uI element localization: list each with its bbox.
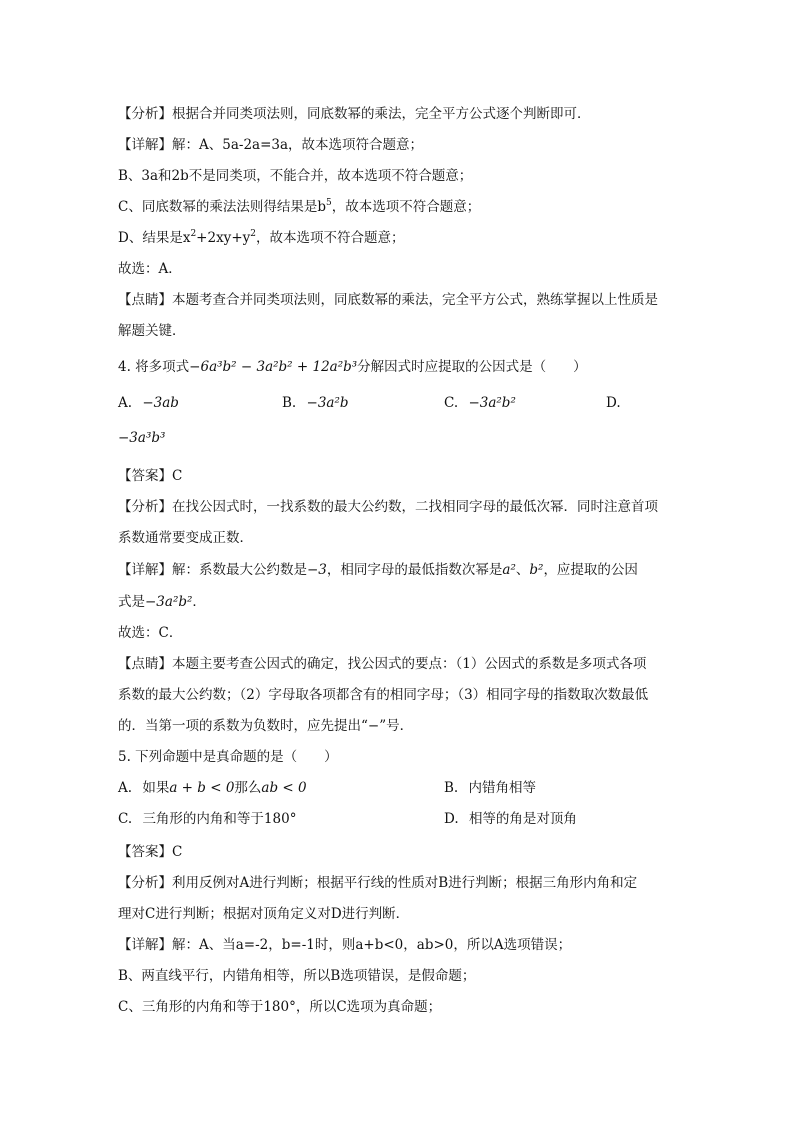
q4-option-b-value: −3a²b: [306, 395, 349, 411]
q5-option-c: [118, 809, 296, 829]
q5-detail-b: B、两直线平行，内错角相等，所以B选项错误，是假命题；: [118, 968, 476, 984]
detail-d-mid: +2xy+y: [196, 230, 251, 246]
q5-answer: 【答案】C: [118, 844, 183, 860]
detail-c-sup: 5: [325, 198, 332, 208]
q4-stem: [118, 357, 587, 377]
q5-option-a-mid: 那么: [234, 780, 262, 796]
q4-option-a-value: −3ab: [142, 395, 179, 411]
detail-c-text: [118, 197, 480, 217]
q5-option-a-expr2: ab < 0: [261, 780, 307, 796]
q5-option-d-label: D.: [444, 811, 459, 827]
q5-option-a-label: A.: [118, 780, 133, 796]
q5-option-d: [444, 809, 577, 829]
q5-detail-a: 【详解】解：A、当a=-2，b=-1时，则a+b<0，ab>0，所以A选项错误；: [118, 937, 572, 953]
q4-comment-line-1: 【点睛】本题主要考查公因式的确定，找公因式的要点：（1）公因式的系数是多项式各项: [118, 656, 647, 672]
q4-detail-line-2: [118, 592, 206, 612]
detail-c-pre: C、同底数幂的乘法法则得结果是b: [118, 199, 326, 215]
q4-detail-l2-expr: −3a²b²: [145, 594, 193, 610]
q5-analysis-line-2: 理对C进行判断；根据对顶角定义对D进行判断．: [118, 906, 410, 922]
q5-option-d-value: 相等的角是对顶角: [468, 811, 577, 827]
q4-stem-post: 分解因式时应提取的公因式是（ ）: [357, 359, 587, 375]
detail-a-text: 【详解】解：A、5a-2a=3a，故本选项符合题意；: [118, 137, 424, 153]
q4-analysis-line-2: 系数通常要变成正数．: [118, 530, 253, 546]
q4-comment-line-3: 的．当第一项的系数为负数时，应先提出“−”号．: [118, 718, 414, 734]
q5-option-a-expr1: a + b < 0: [169, 780, 235, 796]
q4-analysis-line-1: 【分析】在找公因式时，一找系数的最大公约数，二找相同字母的最低次幂．同时注意首项: [118, 499, 658, 515]
detail-d-post: ，故本选项不符合题意；: [256, 230, 405, 246]
comment-line-1: 【点睛】本题考查合并同类项法则，同底数幂的乘法，完全平方公式，熟练掌握以上性质是: [118, 292, 658, 308]
q4-detail-sep: 、: [515, 562, 530, 578]
comment-line-2: 解题关键．: [118, 323, 186, 339]
q4-option-d-label: D.: [606, 395, 621, 411]
q4-option-a: [118, 393, 179, 413]
detail-d-pre: D、结果是x: [118, 230, 191, 246]
detail-c-post: ，故本选项不符合题意；: [331, 199, 481, 215]
q4-choose: 故选：C．: [118, 625, 183, 641]
q4-detail-num: −3: [307, 562, 327, 578]
q4-detail-l2-pre: 式是: [118, 594, 145, 610]
q4-detail-a: a²: [502, 562, 516, 578]
q5-stem: 5. 下列命题中是真命题的是（ ）: [118, 749, 338, 765]
q4-option-d-value: −3a³b³: [118, 430, 166, 446]
q5-option-c-value: 三角形的内角和等于180°: [142, 811, 297, 827]
q4-option-c-label: C.: [444, 395, 459, 411]
q4-option-c: [444, 393, 516, 413]
q4-detail-b: b²: [529, 562, 544, 578]
q4-stem-expr: −6a³b² − 3a²b² + 12a²b³: [189, 359, 358, 375]
analysis-text: 【分析】根据合并同类项法则，同底数幂的乘法，完全平方公式逐个判断即可．: [118, 106, 591, 122]
q4-option-a-label: A.: [118, 395, 133, 411]
q4-detail-l2-post: ．: [192, 594, 206, 610]
q4-option-c-value: −3a²b²: [468, 395, 516, 411]
q5-option-b: [444, 778, 536, 798]
detail-b-text: B、3a和2b不是同类项，不能合并，故本选项不符合题意；: [118, 168, 473, 184]
detail-d-text: [118, 228, 405, 248]
q4-option-b: [282, 393, 349, 413]
choose-text: 故选：A．: [118, 261, 182, 277]
q4-detail-post: ，应提取的公因: [543, 562, 638, 578]
q5-detail-c: C、三角形的内角和等于180°，所以C选项为真命题；: [118, 999, 442, 1015]
q4-detail-line-1: [118, 560, 638, 580]
q5-option-a: [118, 778, 307, 798]
q4-comment-line-2: 系数的最大公约数；（2）字母取各项都含有的相同字母；（3）相同字母的指数取次数最低: [118, 687, 649, 703]
q4-option-b-label: B.: [282, 395, 297, 411]
q4-detail-mid: ，相同字母的最低指数次幂是: [326, 562, 503, 578]
detail-d-sup1: 2: [190, 229, 197, 239]
q5-option-a-pre: 如果: [142, 780, 170, 796]
q4-stem-pre: 4. 将多项式: [118, 359, 190, 375]
q5-option-c-label: C.: [118, 811, 133, 827]
q5-option-b-label: B.: [444, 780, 459, 796]
q4-detail-pre: 【详解】解：系数最大公约数是: [118, 562, 307, 578]
q5-option-b-value: 内错角相等: [468, 780, 537, 796]
detail-d-sup2: 2: [250, 229, 256, 239]
q4-answer: 【答案】C: [118, 468, 183, 484]
q5-analysis-line-1: 【分析】利用反例对A进行判断；根据平行线的性质对B进行判断；根据三角形内角和定: [118, 875, 638, 891]
